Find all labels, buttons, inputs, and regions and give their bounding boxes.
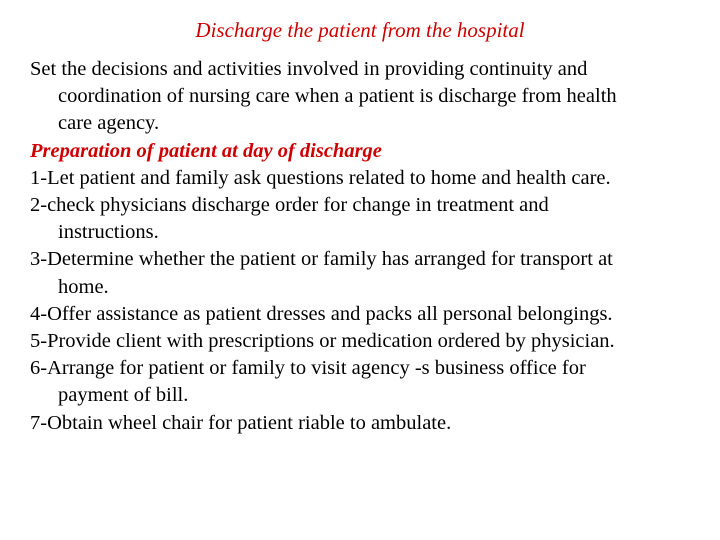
slide-body: [30, 56, 716, 437]
step-2: [30, 192, 716, 246]
step-4: [30, 301, 716, 328]
step-6: [30, 355, 716, 409]
intro-line-2: coordination of nursing care when a patient is discharge from health: [58, 85, 617, 108]
step-2-line-1: 2-check physicians discharge order for change in treatment and: [30, 194, 549, 217]
step-3: [30, 246, 716, 300]
step-5: [30, 328, 716, 355]
step-6-line-2: payment of bill.: [58, 384, 189, 407]
intro-line-3: care agency.: [58, 112, 160, 135]
step-6-line-1: 6-Arrange for patient or family to visit agency -s business office for: [30, 357, 586, 380]
intro-line-1: Set the decisions and activities involved in providing continuity and: [30, 58, 588, 80]
step-3-line-2: home.: [58, 275, 109, 298]
step-1: [30, 165, 716, 192]
step-5-line-1: 5-Provide client with prescriptions or medication ordered by physician.: [30, 330, 615, 353]
step-4-line-1: 4-Offer assistance as patient dresses and packs all personal belongings.: [30, 302, 613, 325]
step-1-line-1: 1-Let patient and family ask questions related to home and health care.: [30, 166, 611, 189]
step-2-line-2: instructions.: [58, 221, 159, 244]
intro-paragraph: [30, 56, 716, 138]
step-7: [30, 410, 716, 437]
step-3-line-1: 3-Determine whether the patient or family has arranged for transport at: [30, 248, 613, 271]
step-7-line-1: 7-Obtain wheel chair for patient riable to ambulate.: [30, 411, 452, 434]
slide-title: Discharge the patient from the hospital: [195, 18, 525, 42]
section-subheading: Preparation of patient at day of discharge: [30, 139, 382, 162]
